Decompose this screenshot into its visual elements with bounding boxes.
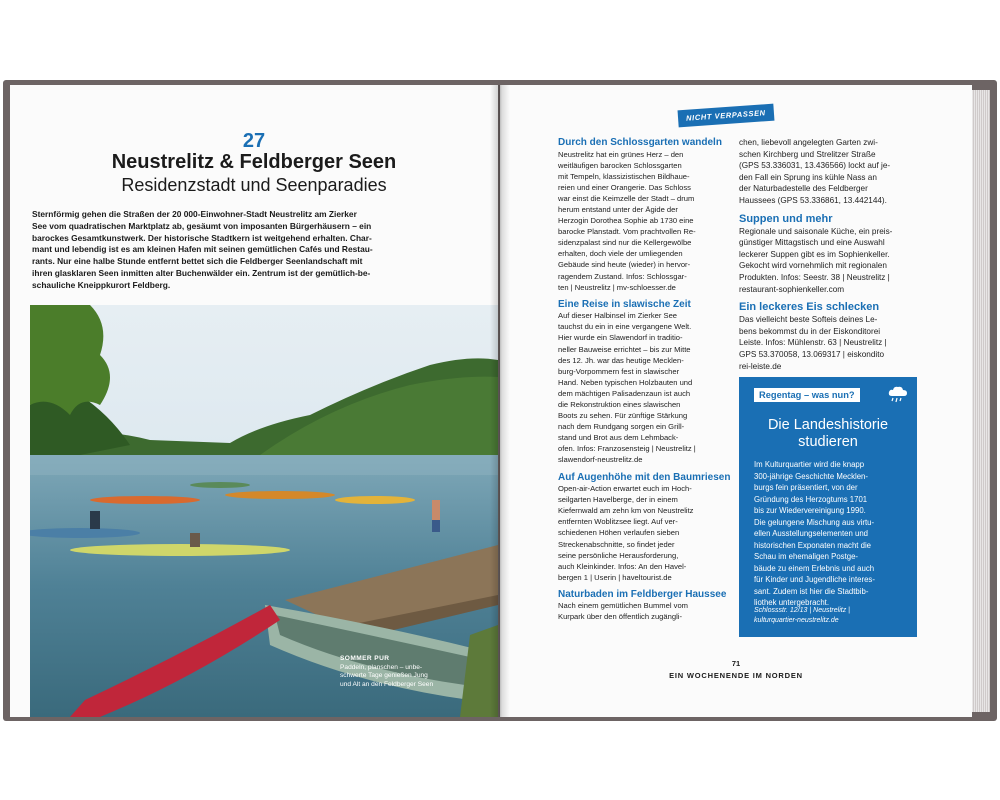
- intro-paragraph: Sternförmig gehen die Straßen der 20 000-Einwohner-Stadt Neustrelitz am Zierker See vom quadratischen Marktplatz ab, gesäumt von imposanten Bürgerhäusern – ein barockes Gesamtkunstwerk. Der historische Stadtkern ist weitgehend erhalten. Char- mant und lebendig ist es am kleinen Hafen mit seinen gemütlichen Cafés und Restau- rants. Nur eine halbe Stunde entfernt bettet sich die Feldberger Seenlandschaft mit ihren glasklaren Seen inmitten alter Buchenwälder ein. Zentrum ist der gemütlich-be- schauliche Kneippkurort Feldberg.: [32, 209, 373, 290]
- section-body: Auf dieser Halbinsel im Zierker See tauchst du ein in eine vergangene Welt. Hier wurde ein Slawendorf in traditio- neller Bauweise errichtet – bis zur Mitte des 12. Jh. war das heutige Mecklen- burg-Vorpommern fest in slawischer Hand. Neben typischen Holzbauten und dem mächtigen Palisadenzaun ist auch die Rekonstruktion eines slawischen Boots zu sehen. Für zünftige Stärkung nach dem Rundgang sorgen ein Grill- stand und Brot aus dem Lehmback- ofen. Infos: Franzosensteig | Neustrelitz | slawendorf-neustrelitz.de: [558, 311, 696, 465]
- section-heading: Auf Augenhöhe mit den Baumriesen: [558, 471, 731, 483]
- running-footer: EIN WOCHENENDE IM NORDEN: [669, 671, 803, 680]
- section-heading: Naturbaden im Feldberger Haussee: [558, 588, 727, 600]
- right-text-column: [739, 137, 921, 372]
- caption-head: SOMMER PUR: [340, 655, 390, 662]
- rain-cloud-icon: [887, 385, 909, 410]
- chapter-number: 27: [242, 130, 266, 152]
- section-heading: Ein leckeres Eis schlecken: [739, 301, 880, 314]
- section-body: Das vielleicht beste Softeis deines Le- bens bekommst du in der Eiskonditorei Leiste. Infos: Mühlenstr. 63 | Neustrelitz | GPS 53.370058, 13.069317 | eiskondito rei-leiste.de: [739, 315, 887, 371]
- section-heading: Eine Reise in slawische Zeit: [558, 298, 691, 310]
- left-text-column: [558, 137, 758, 623]
- box-footer: Schlossstr. 12/13 | Neustrelitz | kulturquartier-neustrelitz.de: [754, 607, 850, 624]
- page-number: 71: [731, 659, 741, 668]
- box-tag: Regentag – was nun?: [754, 388, 860, 402]
- section-heading: Suppen und mehr: [739, 212, 833, 225]
- right-page: [500, 85, 972, 717]
- nicht-verpassen-badge: NICHT VERPASSEN: [678, 104, 775, 128]
- section-body: Neustrelitz hat ein grünes Herz – den weitläufigen barocken Schlossgarten mit Tempeln, klassizistischen Bildhaue- reien und einer Orangerie. Das Schloss war einst die Keimzelle der Stadt – drum herum entstand unter der Ägide der Herzogin Dorothea Sophie ab 1730 eine barocke Planstadt. Vom prachtvollen Re- sidenzpalast sind nur die Kellergewölbe erhalten, doch viele der umliegenden Gebäude sind heute (wieder) in hervor- ragendem Zustand. Infos: Schlossgar- ten | Neustrelitz | mv-schloesser.de: [558, 149, 696, 292]
- section-body: chen, liebevoll angelegten Garten zwi- schen Kirchberg und Strelitzer Straße (GPS 53.336031, 13.436566) lockt auf je- den Fall ein Sprung ins kühle Nass an der Naturbadestelle des Feldberger Haussees (GPS 53.336861, 13.442144).: [739, 138, 891, 205]
- section-body: Regionale und saisonale Küche, ein preis- günstiger Mittagstisch und eine Auswahl leckerer Suppen gibt es im Sophienkeller. Gekocht wird vornehmlich mit regionalen Produkten. Infos: Seestr. 38 | Neustrelitz | restaurant-sophienkeller.com: [739, 226, 893, 294]
- chapter-title: Neustrelitz & Feldberger Seen: [111, 151, 397, 173]
- box-body: Im Kulturquartier wird die knapp 300-jährige Geschichte Mecklen- burgs fein präsentiert, von der Gründung des Herzogtums 1701 bis zur Wiedervereinigung 1990. Die gelungene Mischung aus virtu- ellen Ausstellungselementen und historischen Exponaten macht die Schau im ehemaligen Postge- bäude zu einem Erlebnis und auch für Kinder und Jugendliche interes- sant. Zudem ist hier die Stadtbib- liothek untergebracht.: [754, 460, 875, 607]
- rainy-day-box: [739, 377, 917, 637]
- box-title: Die Landeshistorie studieren: [767, 417, 889, 450]
- left-page: [10, 85, 498, 717]
- chapter-subtitle: Residenzstadt und Seenparadies: [121, 175, 387, 195]
- section-body: Nach einem gemütlichen Bummel vom Kurpark über den öffentlich zugängli-: [558, 601, 688, 622]
- section-body: Open-air-Action erwartet euch im Hoch- seilgarten Havelberge, der in einem Kiefernwald am zehn km von Neustrelitz entfernten Woblitzsee liegt. Auf ver- schiedenen Höhen verlaufen sieben Streckenabschnitte, so findet jeder seine persönliche Herausforderung, auch Kleinkinder. Infos: An den Havel- bergen 1 | Userin | haveltourist.de: [558, 484, 694, 582]
- page-edges: [972, 90, 990, 712]
- photo-caption: SOMMER PUR Paddeln, planschen – unbe- schwerte Tage genießen Jung und Alt an den Feldberger Seen: [340, 655, 470, 689]
- section-heading: Durch den Schlossgarten wandeln: [558, 137, 722, 148]
